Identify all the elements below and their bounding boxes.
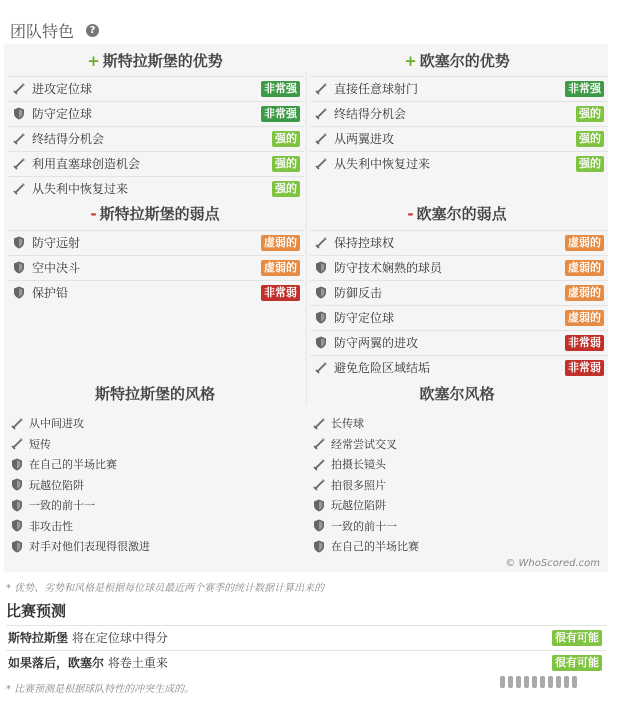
style-heading: 斯特拉斯堡的风格: [94, 385, 215, 403]
level-badge: 虚弱的: [565, 310, 604, 326]
style-label: 非攻击性: [29, 519, 73, 533]
sword-icon: [12, 182, 26, 196]
strengths-heading: [4, 50, 306, 71]
shield-icon: [12, 236, 26, 250]
characteristic-row: [310, 330, 608, 354]
characteristic-label: 进攻定位球: [32, 82, 93, 96]
likelihood-badge: 很有可能: [552, 655, 602, 671]
style-label: 玩越位陷阱: [331, 499, 386, 512]
sword-icon: [312, 437, 326, 451]
likelihood-badge: 很有可能: [552, 630, 602, 646]
style-label: 对手对他们表现得很激进: [29, 540, 150, 553]
title-row: [10, 18, 99, 42]
page-title: 团队特色: [10, 21, 75, 41]
style-row: [312, 414, 364, 432]
level-badge: 强的: [272, 156, 300, 172]
characteristic-label: 从失利中恢复过来: [334, 157, 431, 171]
level-badge: 强的: [576, 156, 604, 172]
weaknesses-heading: [4, 203, 306, 224]
level-badge: 强的: [576, 131, 604, 147]
sword-icon: [12, 82, 26, 96]
style-row: [10, 414, 84, 432]
characteristic-row: [8, 76, 304, 100]
level-badge: 强的: [576, 106, 604, 122]
weaknesses-heading-label: 欧塞尔的弱点: [416, 205, 507, 223]
prediction-footnote: * 比赛预测是根据球队特性的冲突生成的。: [6, 684, 195, 695]
style-label: 短传: [29, 437, 51, 451]
sign-indicator: +: [87, 52, 100, 70]
characteristic-row: [8, 151, 304, 175]
shield-icon: [12, 261, 26, 275]
characteristic-row: [310, 101, 608, 125]
shield-icon: [10, 478, 24, 492]
level-badge: 非常强: [261, 81, 300, 97]
level-badge: 虚弱的: [565, 285, 604, 301]
style-row: [312, 537, 419, 555]
shield-icon: [312, 498, 326, 512]
characteristic-label: 防御反击: [334, 286, 383, 300]
sign-indicator: +: [404, 52, 417, 70]
style-row: [10, 476, 84, 494]
strengths-heading-label: 欧塞尔的优势: [419, 52, 510, 70]
prediction-subject: 如果落后，欧塞尔: [8, 656, 105, 670]
watermark: © WhoScored.com: [505, 558, 600, 569]
characteristic-label: 终结得分机会: [334, 107, 407, 121]
characteristic-row: [310, 355, 608, 379]
characteristic-row: [310, 255, 608, 279]
level-badge: 非常弱: [565, 335, 604, 351]
prediction-row: [6, 650, 606, 674]
shield-icon: [314, 311, 328, 325]
sword-icon: [10, 437, 24, 451]
characteristic-row: [310, 76, 608, 100]
style-label: 拍很多照片: [331, 478, 386, 492]
shield-icon: [312, 539, 326, 553]
style-label: 从中间进攻: [29, 417, 84, 430]
strengths-heading: [306, 50, 608, 71]
sword-icon: [314, 82, 328, 96]
prediction-subject: 斯特拉斯堡: [8, 631, 69, 645]
characteristic-label: 终结得分机会: [32, 132, 105, 146]
shield-icon: [312, 519, 326, 533]
shield-icon: [10, 457, 24, 471]
style-label: 一致的前十一: [331, 519, 397, 533]
strengths-footnote: * 优势、劣势和风格是根据每位球员最近两个赛季的统计数据计算出来的: [6, 583, 325, 594]
style-row: [10, 537, 150, 555]
prediction-label: [6, 654, 552, 671]
level-badge: 非常强: [565, 81, 604, 97]
style-row: [10, 455, 117, 473]
style-label: 拍摄长镜头: [331, 458, 386, 471]
prediction-row: [6, 625, 606, 649]
sword-icon: [312, 457, 326, 471]
shield-icon: [12, 286, 26, 300]
style-row: [312, 435, 397, 453]
style-row: [312, 496, 386, 514]
sign-indicator: -: [407, 205, 414, 223]
characteristic-row: [8, 126, 304, 150]
characteristic-label: 避免危险区域结垢: [334, 361, 431, 375]
shield-icon: [314, 336, 328, 350]
characteristic-label: 防守定位球: [334, 311, 395, 325]
prediction-label: [6, 629, 552, 646]
sword-icon: [314, 236, 328, 250]
info-icon[interactable]: ?: [86, 24, 99, 37]
style-row: [10, 517, 73, 535]
page-indicator: [500, 676, 600, 688]
characteristic-row: [8, 230, 304, 254]
prediction-text: 将在定位球中得分: [68, 631, 168, 645]
style-label: 一致的前十一: [29, 499, 95, 512]
characteristic-row: [310, 126, 608, 150]
characteristic-label: 直接任意球射门: [334, 82, 419, 96]
weaknesses-heading: [306, 203, 608, 224]
level-badge: 虚弱的: [261, 235, 300, 251]
characteristic-label: 保持控球权: [334, 236, 395, 250]
sword-icon: [312, 416, 326, 430]
strengths-heading-label: 斯特拉斯堡的优势: [102, 52, 223, 70]
level-badge: 非常弱: [565, 360, 604, 376]
sword-icon: [314, 361, 328, 375]
prediction-text: 将卷土重来: [104, 656, 168, 670]
level-badge: 虚弱的: [565, 260, 604, 276]
characteristic-row: [8, 176, 304, 200]
style-label: 经常尝试交叉: [331, 437, 397, 451]
characteristic-label: 保护铅: [32, 286, 69, 300]
level-badge: 强的: [272, 181, 300, 197]
characteristic-row: [8, 280, 304, 304]
style-label: 玩越位陷阱: [29, 478, 84, 492]
style-heading: 欧塞尔风格: [419, 385, 495, 403]
sword-icon: [12, 132, 26, 146]
sword-icon: [314, 107, 328, 121]
characteristic-row: [310, 305, 608, 329]
characteristic-row: [310, 151, 608, 175]
home-team-column: [4, 44, 306, 572]
style-row: [312, 455, 386, 473]
characteristic-label: 从失利中恢复过来: [32, 182, 129, 196]
style-label: 在自己的半场比赛: [331, 540, 419, 553]
sword-icon: [10, 416, 24, 430]
characteristic-row: [310, 230, 608, 254]
sword-icon: [312, 478, 326, 492]
characteristic-label: 防守技术娴熟的球员: [334, 261, 443, 275]
characteristic-label: 防守定位球: [32, 107, 93, 121]
shield-icon: [10, 539, 24, 553]
characteristic-row: [8, 255, 304, 279]
shield-icon: [12, 107, 26, 121]
style-label: 长传球: [331, 417, 364, 430]
characteristic-label: 从两翼进攻: [334, 132, 395, 146]
style-row: [10, 435, 51, 453]
sword-icon: [314, 132, 328, 146]
style-row: [312, 476, 386, 494]
characteristic-label: 防守两翼的进攻: [334, 336, 419, 350]
sword-icon: [314, 157, 328, 171]
level-badge: 虚弱的: [565, 235, 604, 251]
style-label: 在自己的半场比赛: [29, 458, 117, 471]
level-badge: 强的: [272, 131, 300, 147]
level-badge: 虚弱的: [261, 260, 300, 276]
level-badge: 非常弱: [261, 285, 300, 301]
shield-icon: [10, 498, 24, 512]
level-badge: 非常强: [261, 106, 300, 122]
characteristic-label: 利用直塞球创造机会: [32, 157, 141, 171]
shield-icon: [10, 519, 24, 533]
characteristic-label: 防守远射: [32, 236, 81, 250]
away-team-column: [306, 44, 608, 572]
style-row: [10, 496, 95, 514]
prediction-title: 比赛预测: [6, 602, 67, 620]
characteristic-row: [8, 101, 304, 125]
team-characteristics-panel: [4, 44, 608, 572]
sword-icon: [12, 157, 26, 171]
shield-icon: [314, 286, 328, 300]
shield-icon: [314, 261, 328, 275]
style-row: [312, 517, 397, 535]
sign-indicator: -: [90, 205, 97, 223]
characteristic-label: 空中决斗: [32, 261, 81, 275]
weaknesses-heading-label: 斯特拉斯堡的弱点: [99, 205, 220, 223]
characteristic-row: [310, 280, 608, 304]
